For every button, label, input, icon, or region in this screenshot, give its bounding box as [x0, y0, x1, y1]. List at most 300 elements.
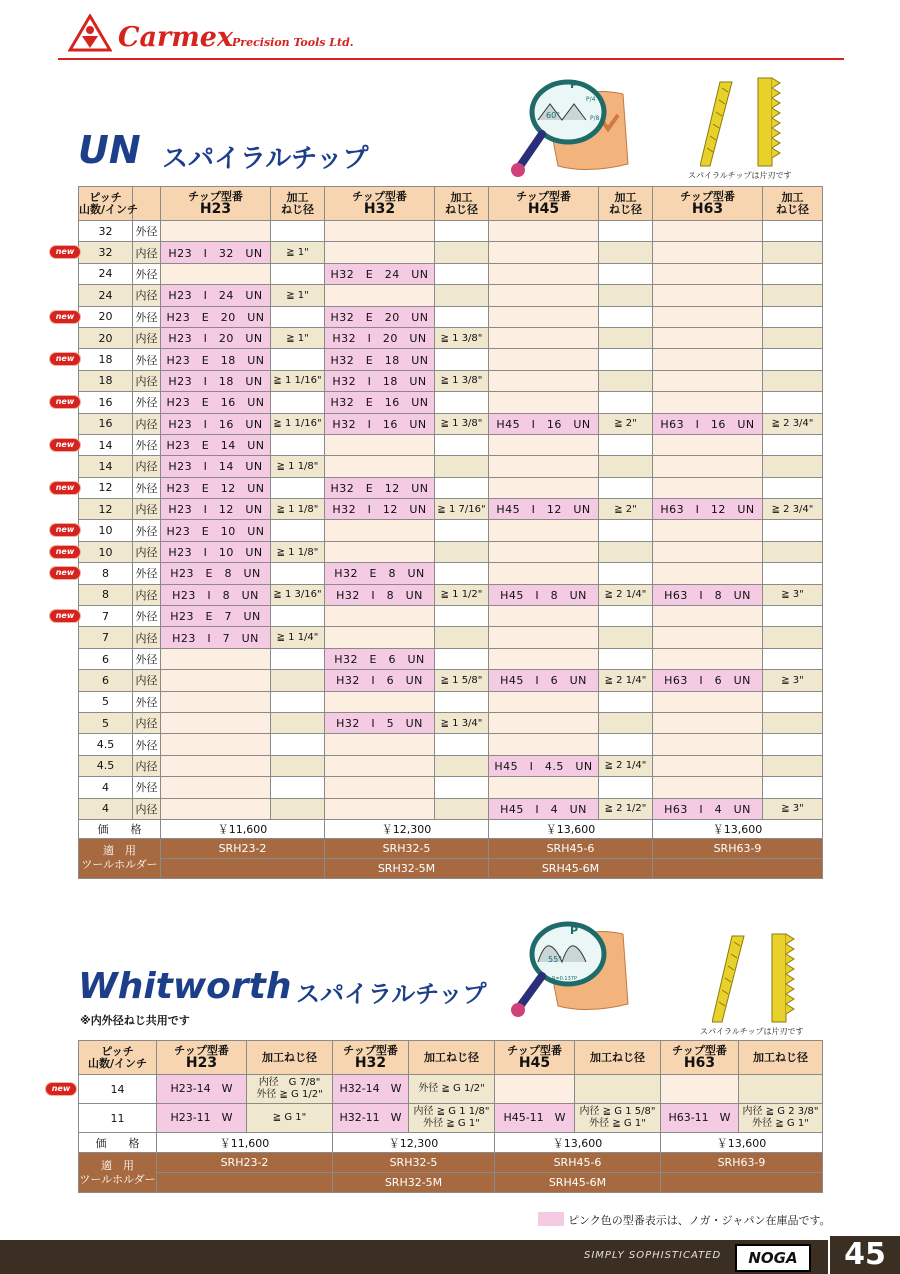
un-holder2-h63: [653, 858, 823, 878]
thread-size-cell: [599, 541, 653, 562]
thread-size-cell: ≧ 1 3/8": [435, 413, 489, 434]
un-holder-h32: SRH32-5: [325, 838, 489, 858]
chip-code-cell: [161, 777, 271, 798]
new-badge: new: [50, 311, 80, 323]
chip-code-cell: [489, 648, 599, 669]
chip-code-cell: [653, 221, 763, 242]
un-ill-p8: P/8: [590, 115, 600, 122]
un-head-proc-h63: 加工 ねじ径: [763, 187, 823, 221]
thread-size-cell: ≧ 2 3/4": [763, 413, 823, 434]
pitch-cell: 4: [79, 777, 133, 798]
table-row: [79, 712, 823, 733]
table-row: [79, 306, 823, 327]
thread-size-cell: [435, 627, 489, 648]
table-row: [79, 777, 823, 798]
thread-size-cell: ≧ 2": [599, 499, 653, 520]
chip-code-cell: [653, 370, 763, 391]
chip-code-cell: [653, 712, 763, 733]
ww-remark: ※内外径ねじ共用です: [80, 1014, 190, 1027]
thread-size-cell: [271, 563, 325, 584]
pitch-cell: 10: [79, 520, 133, 541]
un-spiral-chip-icon: [700, 74, 800, 172]
chip-code-cell: [653, 627, 763, 648]
thread-size-cell: [763, 712, 823, 733]
thread-size-cell: ≧ 1": [271, 327, 325, 348]
pitch-cell: 14: [79, 434, 133, 455]
ww-ill-radius: R=0.137P: [552, 976, 577, 982]
ww-price-label: 価 格: [79, 1133, 157, 1153]
table-row: [79, 285, 823, 306]
pitch-cell: 4.5: [79, 734, 133, 755]
thread-size-cell: [599, 263, 653, 284]
type-cell: 外径: [133, 392, 161, 413]
table-row: [79, 1104, 823, 1133]
pitch-cell: 6: [79, 670, 133, 691]
chip-code-cell: [161, 670, 271, 691]
thread-size-cell: [763, 627, 823, 648]
chip-code-cell: H32-14 W: [333, 1075, 409, 1104]
thread-size-cell: [599, 712, 653, 733]
un-holder-h23: SRH23-2: [161, 838, 325, 858]
thread-size-cell: [271, 306, 325, 327]
type-cell: 外径: [133, 563, 161, 584]
thread-size-cell: [763, 306, 823, 327]
thread-size-cell: [435, 285, 489, 306]
type-cell: 外径: [133, 734, 161, 755]
thread-size-cell: [763, 349, 823, 370]
new-badge: new: [50, 567, 80, 579]
chip-code-cell: [325, 777, 435, 798]
chip-code-cell: [161, 755, 271, 776]
type-cell: 内径: [133, 755, 161, 776]
type-cell: 内径: [133, 627, 161, 648]
chip-code-cell: [489, 392, 599, 413]
type-cell: 外径: [133, 691, 161, 712]
thread-size-cell: [435, 734, 489, 755]
un-ill-p: P: [570, 78, 579, 91]
chip-code-cell: [325, 734, 435, 755]
pitch-cell: 4.5: [79, 755, 133, 776]
legend-pink-swatch: [538, 1212, 564, 1226]
table-row: [79, 349, 823, 370]
new-badge: new: [50, 524, 80, 536]
thread-size-cell: [763, 434, 823, 455]
chip-code-cell: [653, 734, 763, 755]
thread-size-cell: [435, 691, 489, 712]
chip-code-cell: H23-14 W: [157, 1075, 247, 1104]
chip-code-cell: H23 E 14 UN: [161, 434, 271, 455]
chip-code-cell: H63 I 4 UN: [653, 798, 763, 819]
noga-logo: NOGA: [735, 1244, 811, 1272]
thread-size-cell: ≧ 1 1/4": [271, 627, 325, 648]
chip-code-cell: [653, 392, 763, 413]
un-price-h32: ￥12,300: [325, 819, 489, 838]
pitch-cell: 12: [79, 477, 133, 498]
thread-size-cell: [763, 734, 823, 755]
chip-code-cell: [325, 755, 435, 776]
chip-code-cell: [161, 263, 271, 284]
pitch-cell: 8: [79, 584, 133, 605]
thread-size-cell: 内径 ≧ G 1 1/8" 外径 ≧ G 1": [409, 1104, 495, 1133]
thread-size-cell: [599, 648, 653, 669]
chip-code-cell: [489, 712, 599, 733]
thread-size-cell: [271, 777, 325, 798]
chip-code-cell: [325, 285, 435, 306]
thread-size-cell: ≧ 1 3/8": [435, 327, 489, 348]
thread-size-cell: [271, 755, 325, 776]
table-row: [79, 627, 823, 648]
carmex-logo-icon: [68, 14, 112, 52]
chip-code-cell: [489, 541, 599, 562]
thread-size-cell: ≧ 1": [271, 285, 325, 306]
chip-code-cell: H23 I 24 UN: [161, 285, 271, 306]
table-row: [79, 541, 823, 562]
ww-head-proc-h45: 加工ねじ径: [575, 1041, 661, 1075]
type-cell: 内径: [133, 798, 161, 819]
table-row: [79, 434, 823, 455]
thread-size-cell: 内径 ≧ G 2 3/8" 外径 ≧ G 1": [739, 1104, 823, 1133]
thread-size-cell: [763, 285, 823, 306]
un-price-label: 価 格: [79, 819, 161, 838]
thread-size-cell: [271, 670, 325, 691]
thread-size-cell: [271, 798, 325, 819]
table-row: [79, 327, 823, 348]
chip-code-cell: H32 I 8 UN: [325, 584, 435, 605]
thread-size-cell: ≧ 2 1/4": [599, 670, 653, 691]
chip-code-cell: H23 E 20 UN: [161, 306, 271, 327]
thread-size-cell: ≧ 1 3/8": [435, 370, 489, 391]
chip-code-cell: [489, 306, 599, 327]
un-holder2-h23: [161, 858, 325, 878]
pitch-cell: 7: [79, 627, 133, 648]
type-cell: 内径: [133, 327, 161, 348]
ww-ill-angle: 55°: [548, 955, 563, 964]
thread-size-cell: ≧ 2 1/4": [599, 755, 653, 776]
thread-size-cell: [599, 691, 653, 712]
pitch-cell: 8: [79, 563, 133, 584]
new-badge: new: [46, 1083, 76, 1095]
thread-size-cell: [435, 434, 489, 455]
thread-size-cell: [435, 306, 489, 327]
chip-code-cell: [653, 242, 763, 263]
un-head-proc-h32: 加工 ねじ径: [435, 187, 489, 221]
chip-code-cell: [653, 285, 763, 306]
chip-code-cell: [653, 263, 763, 284]
ww-holder2-h63: [661, 1173, 823, 1193]
chip-code-cell: [489, 242, 599, 263]
chip-code-cell: H32 I 20 UN: [325, 327, 435, 348]
pitch-cell: 20: [79, 306, 133, 327]
thread-size-cell: [763, 541, 823, 562]
chip-code-cell: [489, 777, 599, 798]
thread-size-cell: [435, 392, 489, 413]
ww-holder2-h32: SRH32-5M: [333, 1173, 495, 1193]
un-holder-h63: SRH63-9: [653, 838, 823, 858]
thread-size-cell: [271, 691, 325, 712]
pitch-cell: 14: [79, 1075, 157, 1104]
thread-size-cell: [763, 327, 823, 348]
header-rule: [58, 58, 844, 60]
pitch-cell: 5: [79, 712, 133, 733]
chip-code-cell: H23 I 12 UN: [161, 499, 271, 520]
chip-code-cell: [161, 221, 271, 242]
thread-size-cell: [271, 712, 325, 733]
ww-ill-p: P: [570, 924, 579, 937]
type-cell: 外径: [133, 306, 161, 327]
chip-code-cell: H23 I 10 UN: [161, 541, 271, 562]
chip-code-cell: [489, 285, 599, 306]
chip-code-cell: [325, 520, 435, 541]
thread-size-cell: [763, 456, 823, 477]
chip-code-cell: H32 E 12 UN: [325, 477, 435, 498]
new-badge: new: [50, 246, 80, 258]
thread-size-cell: 内径 ≧ G 1 5/8" 外径 ≧ G 1": [575, 1104, 661, 1133]
thread-size-cell: [763, 392, 823, 413]
chip-code-cell: [161, 734, 271, 755]
thread-size-cell: [599, 520, 653, 541]
new-badge: new: [50, 353, 80, 365]
thread-size-cell: [271, 477, 325, 498]
chip-code-cell: H23 E 7 UN: [161, 606, 271, 627]
chip-code-cell: H45 I 4 UN: [489, 798, 599, 819]
type-cell: 外径: [133, 221, 161, 242]
chip-code-cell: [653, 777, 763, 798]
un-ill-p4: P/4: [586, 96, 596, 103]
chip-code-cell: [489, 221, 599, 242]
chip-code-cell: H23 I 16 UN: [161, 413, 271, 434]
pitch-cell: 7: [79, 606, 133, 627]
ww-chip-note: スパイラルチップは片刃です: [700, 1027, 804, 1036]
thread-size-cell: [435, 755, 489, 776]
chip-code-cell: H23 I 8 UN: [161, 584, 271, 605]
table-row: [79, 755, 823, 776]
pitch-cell: 12: [79, 499, 133, 520]
ww-holder2-h45: SRH45-6M: [495, 1173, 661, 1193]
ww-subtitle: スパイラルチップ: [296, 980, 487, 1008]
chip-code-cell: H32 E 8 UN: [325, 563, 435, 584]
thread-size-cell: [435, 456, 489, 477]
footer-tagline: SIMPLY SOPHISTICATED: [584, 1250, 722, 1261]
chip-code-cell: [653, 477, 763, 498]
un-ill-angle: 60°: [546, 111, 561, 120]
table-row: [79, 1075, 823, 1104]
thread-size-cell: ≧ 1 1/8": [271, 541, 325, 562]
thread-size-cell: [271, 434, 325, 455]
thread-size-cell: ≧ 2 3/4": [763, 499, 823, 520]
un-price-h23: ￥11,600: [161, 819, 325, 838]
chip-code-cell: H45 I 8 UN: [489, 584, 599, 605]
thread-size-cell: [435, 777, 489, 798]
new-badge: new: [50, 439, 80, 451]
table-row: [79, 563, 823, 584]
chip-code-cell: H23 I 20 UN: [161, 327, 271, 348]
chip-code-cell: H23 E 10 UN: [161, 520, 271, 541]
chip-code-cell: [489, 691, 599, 712]
chip-code-cell: H45 I 6 UN: [489, 670, 599, 691]
type-cell: 内径: [133, 584, 161, 605]
thread-size-cell: [599, 734, 653, 755]
thread-size-cell: [763, 520, 823, 541]
thread-size-cell: 外径 ≧ G 1/2": [409, 1075, 495, 1104]
thread-size-cell: ≧ 1 3/4": [435, 712, 489, 733]
chip-code-cell: [325, 691, 435, 712]
thread-size-cell: [435, 541, 489, 562]
chip-code-cell: [325, 541, 435, 562]
un-head-proc-h45: 加工 ねじ径: [599, 187, 653, 221]
ww-price-h23: ￥11,600: [157, 1133, 333, 1153]
ww-head-proc-h63: 加工ねじ径: [739, 1041, 823, 1075]
un-thread-illustration: [508, 74, 638, 178]
un-head-h63: チップ型番 H63: [653, 187, 763, 221]
chip-code-cell: H45 I 16 UN: [489, 413, 599, 434]
ww-head-h32: チップ型番 H32: [333, 1041, 409, 1075]
chip-code-cell: H32 E 20 UN: [325, 306, 435, 327]
chip-code-cell: [489, 327, 599, 348]
thread-size-cell: ≧ 3": [763, 584, 823, 605]
pitch-cell: 18: [79, 349, 133, 370]
chip-code-cell: [653, 327, 763, 348]
un-subtitle: スパイラルチップ: [162, 144, 369, 174]
thread-size-cell: [763, 648, 823, 669]
un-price-h45: ￥13,600: [489, 819, 653, 838]
chip-code-cell: [489, 627, 599, 648]
un-head-h45: チップ型番 H45: [489, 187, 599, 221]
thread-size-cell: [599, 434, 653, 455]
pitch-cell: 10: [79, 541, 133, 562]
un-chip-note: スパイラルチップは片刃です: [688, 171, 792, 180]
table-row: [79, 392, 823, 413]
thread-size-cell: [599, 221, 653, 242]
table-row: [79, 691, 823, 712]
thread-size-cell: [599, 327, 653, 348]
chip-code-cell: [661, 1075, 739, 1104]
chip-code-cell: [653, 520, 763, 541]
chip-code-cell: [489, 456, 599, 477]
un-spec-table: [78, 186, 823, 879]
thread-size-cell: [599, 306, 653, 327]
type-cell: 内径: [133, 670, 161, 691]
thread-size-cell: [763, 370, 823, 391]
chip-code-cell: [653, 456, 763, 477]
thread-size-cell: [271, 734, 325, 755]
ww-holder-h32: SRH32-5: [333, 1153, 495, 1173]
chip-code-cell: [325, 798, 435, 819]
chip-code-cell: [653, 606, 763, 627]
chip-code-cell: [495, 1075, 575, 1104]
thread-size-cell: ≧ 3": [763, 670, 823, 691]
type-cell: 外径: [133, 434, 161, 455]
chip-code-cell: H23 I 32 UN: [161, 242, 271, 263]
ww-thread-illustration: [508, 914, 638, 1018]
chip-code-cell: [489, 606, 599, 627]
thread-size-cell: [435, 221, 489, 242]
thread-size-cell: [271, 606, 325, 627]
chip-code-cell: [325, 456, 435, 477]
thread-size-cell: ≧ 1 5/8": [435, 670, 489, 691]
thread-size-cell: ≧ 1 3/16": [271, 584, 325, 605]
thread-size-cell: 内径 G 7/8" 外径 ≧ G 1/2": [247, 1075, 333, 1104]
ww-head-h45: チップ型番 H45: [495, 1041, 575, 1075]
thread-size-cell: [599, 627, 653, 648]
chip-code-cell: H32 I 12 UN: [325, 499, 435, 520]
ww-holder-h45: SRH45-6: [495, 1153, 661, 1173]
chip-code-cell: H63-11 W: [661, 1104, 739, 1133]
chip-code-cell: H23-11 W: [157, 1104, 247, 1133]
table-row: [79, 242, 823, 263]
chip-code-cell: H32 I 18 UN: [325, 370, 435, 391]
thread-size-cell: ≧ 1 1/8": [271, 456, 325, 477]
pitch-cell: 6: [79, 648, 133, 669]
type-cell: 内径: [133, 242, 161, 263]
chip-code-cell: H23 E 8 UN: [161, 563, 271, 584]
thread-size-cell: [435, 263, 489, 284]
chip-code-cell: H45-11 W: [495, 1104, 575, 1133]
chip-code-cell: H32 I 6 UN: [325, 670, 435, 691]
thread-size-cell: [763, 606, 823, 627]
thread-size-cell: [599, 777, 653, 798]
un-holder2-h45: SRH45-6M: [489, 858, 653, 878]
ww-head-pitch: ピッチ 山数/インチ: [79, 1041, 157, 1075]
pitch-cell: 20: [79, 327, 133, 348]
thread-size-cell: [435, 798, 489, 819]
thread-size-cell: ≧ 2": [599, 413, 653, 434]
chip-code-cell: H23 E 18 UN: [161, 349, 271, 370]
chip-code-cell: [653, 306, 763, 327]
chip-code-cell: H32 E 6 UN: [325, 648, 435, 669]
un-price-h63: ￥13,600: [653, 819, 823, 838]
un-head-proc-h23: 加工 ねじ径: [271, 187, 325, 221]
chip-code-cell: H23 I 7 UN: [161, 627, 271, 648]
pitch-cell: 11: [79, 1104, 157, 1133]
brand-subtitle: Precision Tools Ltd.: [232, 36, 354, 49]
thread-size-cell: [599, 563, 653, 584]
chip-code-cell: [653, 434, 763, 455]
ww-spec-table: [78, 1040, 823, 1193]
chip-code-cell: [489, 349, 599, 370]
pitch-cell: 32: [79, 221, 133, 242]
chip-code-cell: [325, 434, 435, 455]
thread-size-cell: [763, 563, 823, 584]
chip-code-cell: H32 E 24 UN: [325, 263, 435, 284]
thread-size-cell: [763, 691, 823, 712]
chip-code-cell: [489, 370, 599, 391]
thread-size-cell: [271, 648, 325, 669]
chip-code-cell: [161, 798, 271, 819]
thread-size-cell: [599, 392, 653, 413]
type-cell: 外径: [133, 648, 161, 669]
ww-head-proc-h23: 加工ねじ径: [247, 1041, 333, 1075]
table-row: [79, 477, 823, 498]
thread-size-cell: [599, 349, 653, 370]
legend-text: ピンク色の型番表示は、ノガ・ジャパン在庫品です。: [568, 1214, 831, 1227]
ww-title: Whitworth: [78, 966, 292, 1007]
ww-price-h63: ￥13,600: [661, 1133, 823, 1153]
chip-code-cell: H32 I 16 UN: [325, 413, 435, 434]
thread-size-cell: [599, 370, 653, 391]
pitch-cell: 24: [79, 263, 133, 284]
table-row: [79, 648, 823, 669]
ww-head-proc-h32: 加工ねじ径: [409, 1041, 495, 1075]
un-head-h32: チップ型番 H32: [325, 187, 435, 221]
un-head-pitch: ピッチ 山数/インチ: [79, 187, 133, 221]
chip-code-cell: [653, 648, 763, 669]
type-cell: 内径: [133, 712, 161, 733]
chip-code-cell: H32 E 16 UN: [325, 392, 435, 413]
thread-size-cell: [763, 777, 823, 798]
chip-code-cell: [489, 477, 599, 498]
chip-code-cell: [653, 349, 763, 370]
chip-code-cell: [653, 755, 763, 776]
